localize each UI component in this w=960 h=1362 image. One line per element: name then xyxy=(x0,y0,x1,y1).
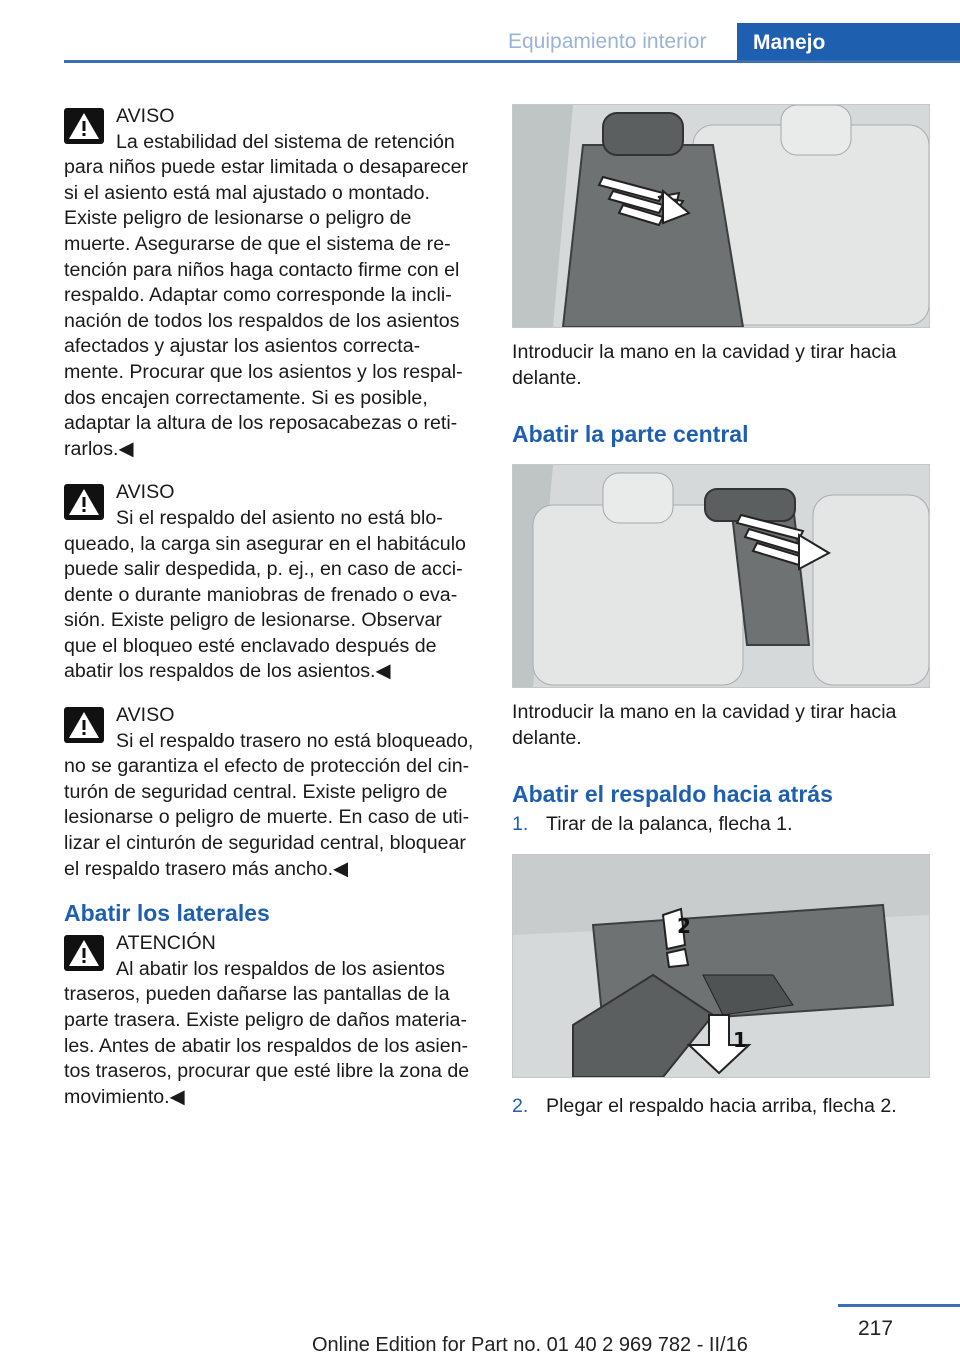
caution-block xyxy=(64,931,478,1110)
arrow-label-1: 1 xyxy=(733,1027,747,1052)
warning-title: AVISO xyxy=(116,481,175,504)
header-rule xyxy=(64,60,960,63)
figure-caption-1: Introducir la mano en la cavidad y tirar hacia delante. xyxy=(512,341,897,389)
warning-title: AVISO xyxy=(116,105,175,127)
warning-triangle-icon xyxy=(64,108,104,144)
warning-text: queado, la carga sin asegurar en el habitáculo puede salir despedida, p. ej., en caso de acci‐dente o durante maniobras de frenado o eva‐sión. Existe peligro de lesionarse. Observar que el bloqueo esté enclavado después de abatir los respaldos de los asientos.◀ xyxy=(64,532,466,683)
caution-title: ATENCIÓN xyxy=(116,932,216,955)
page-number: 217 xyxy=(858,1317,894,1340)
warning-text: no se garantiza el efecto de protección del cin‐turón de seguridad central. Existe peligro de lesionarse o peligro de muerte. En caso de uti‐lizar el cinturón de seguridad central, bloquear el respaldo trasero más ancho.◀ xyxy=(64,755,470,880)
caution-text: traseros, pueden dañarse las pantallas de la parte trasera. Existe peligro de daños materia‐les. Antes de abatir los respaldos de los asien‐tos traseros, procurar que esté libre la zona de movimiento.◀ xyxy=(64,983,470,1108)
warning-text: para niños puede estar limitada o desaparecer si el asiento está mal ajustado o montado. Existe peligro de lesionarse o peligro de muerte. Asegurarse de que el sistema de re‐tención para niños haga contacto firme con el respaldo. Adaptar como corresponde la incli‐nación de todos los respaldos de los asientos afectados y ajustar los asientos correcta‐mente. Procurar que los asientos y los respal‐dos encajen correctamente. Si es posible, adaptar la altura de los reposacabezas o reti‐rarlos.◀ xyxy=(64,156,469,460)
header-chapter-tab: Manejo xyxy=(737,23,960,63)
step-number: 1. xyxy=(512,813,529,836)
section-heading-laterales: Abatir los laterales xyxy=(64,900,270,927)
warning-triangle-icon xyxy=(64,707,104,743)
warning-title: AVISO xyxy=(116,704,175,727)
arrow-label-2: 2 xyxy=(677,913,691,938)
edition-note: Online Edition for Part no. 01 40 2 969 782 - II/16 xyxy=(312,1334,748,1356)
warning-first-line: Si el respaldo del asiento no está blo‐ xyxy=(116,506,443,529)
warning-block-3 xyxy=(64,703,478,882)
left-column xyxy=(64,104,478,1128)
step-text: Plegar el respaldo hacia arriba, flecha 2. xyxy=(546,1094,897,1117)
figure-fold-backrest xyxy=(512,854,930,1078)
warning-triangle-icon xyxy=(64,484,104,520)
warning-block-1 xyxy=(64,104,478,462)
header-section-title: Equipamiento interior xyxy=(508,30,707,53)
step-number: 2. xyxy=(512,1094,529,1117)
step-1 xyxy=(512,812,930,838)
warning-block-2 xyxy=(64,480,478,685)
warning-first-line: Si el respaldo trasero no está bloqueado, xyxy=(116,729,474,752)
section-heading-atras: Abatir el respaldo hacia atrás xyxy=(512,781,833,808)
step-2 xyxy=(512,1094,930,1120)
caution-first-line: Al abatir los respaldos de los asientos xyxy=(116,957,445,980)
section-heading-central: Abatir la parte central xyxy=(512,421,749,448)
figure-caption-2: Introducir la mano en la cavidad y tirar hacia delante. xyxy=(512,701,897,749)
right-column xyxy=(512,104,930,1120)
warning-triangle-icon xyxy=(64,935,104,971)
step-text: Tirar de la palanca, flecha 1. xyxy=(546,813,793,836)
footer-rule xyxy=(838,1304,960,1307)
figure-center-backrest xyxy=(512,464,930,688)
figure-outer-backrest xyxy=(512,104,930,328)
warning-first-line: La estabilidad del sistema de retención xyxy=(116,130,455,153)
